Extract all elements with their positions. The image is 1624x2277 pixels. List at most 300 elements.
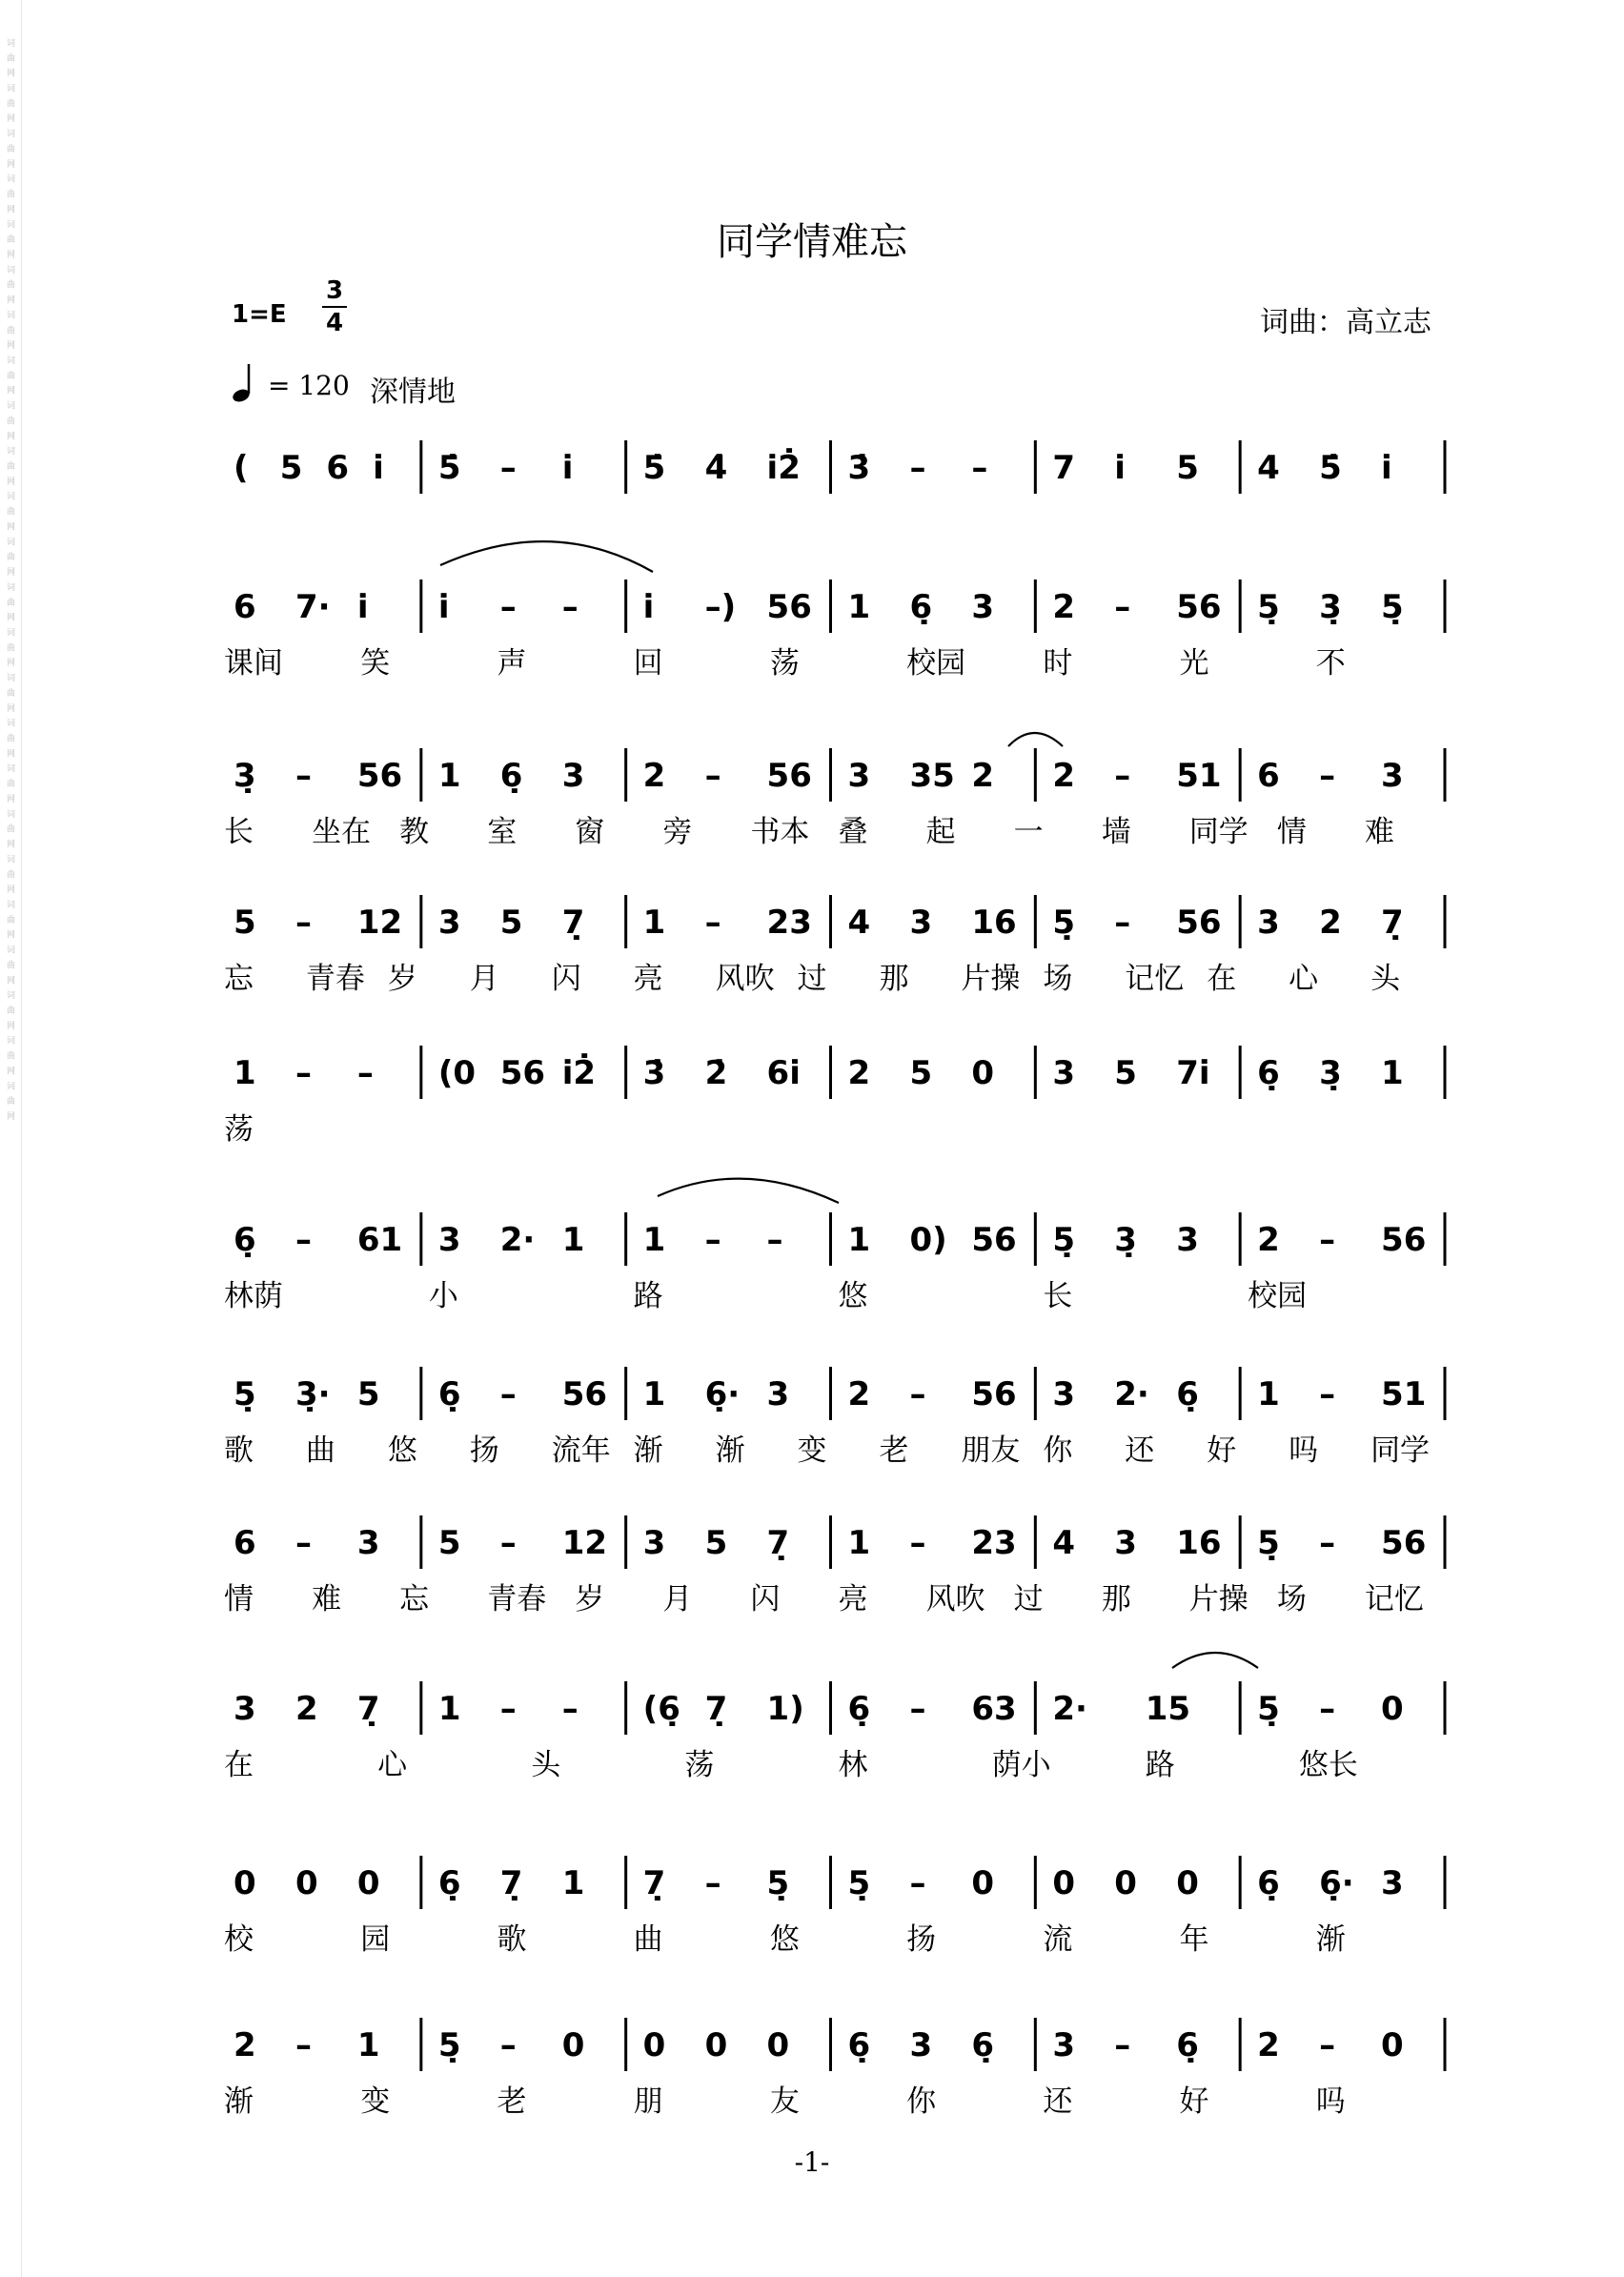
note: 7̣ xyxy=(642,1864,666,1902)
note: 56 xyxy=(1381,1524,1427,1562)
lyric: 悠 xyxy=(769,1922,800,1957)
note: 7̣ xyxy=(499,1864,523,1902)
note: 56 xyxy=(356,757,403,795)
note: 4̇ xyxy=(704,449,728,487)
note: 3 xyxy=(909,2026,933,2064)
lyric: 岁 xyxy=(387,962,417,996)
note: – xyxy=(499,1375,517,1413)
note: 3 xyxy=(1052,1054,1076,1092)
note: 3̇ xyxy=(847,449,871,487)
note: 0 xyxy=(561,2026,585,2064)
note: 3 xyxy=(909,904,933,942)
lyric: 不 xyxy=(1315,646,1346,681)
note: 3̇ xyxy=(642,1054,666,1092)
note: 56 xyxy=(561,1375,608,1413)
note: 5̇ xyxy=(1319,449,1342,487)
note: 5̣ xyxy=(1052,904,1076,942)
lyric: 曲 xyxy=(305,1433,335,1468)
lyric: 在 xyxy=(224,1748,254,1782)
note: 2 xyxy=(294,1690,318,1728)
note: 5 xyxy=(356,1375,380,1413)
note: – xyxy=(1114,904,1131,942)
note: 6 xyxy=(233,588,256,626)
lyric: 流 xyxy=(1043,1922,1073,1957)
note: i̇ xyxy=(1381,449,1392,487)
note: – xyxy=(1319,1221,1336,1259)
lyric: 园 xyxy=(360,1922,391,1957)
note: 1 xyxy=(356,2026,380,2064)
lyric: 流年 xyxy=(551,1433,611,1468)
note: 1 xyxy=(233,1054,256,1092)
lyric: 头 xyxy=(531,1748,561,1782)
lyric: 你 xyxy=(906,2084,937,2119)
lyric: 场 xyxy=(1043,962,1073,996)
note: 1 xyxy=(847,1524,871,1562)
lyric: 老 xyxy=(879,1433,909,1468)
note: 0 xyxy=(233,1864,256,1902)
note: 6̣ xyxy=(1176,1375,1199,1413)
note: 2 xyxy=(1052,757,1076,795)
note: 7̣ xyxy=(356,1690,380,1728)
note: 7i̇ xyxy=(1176,1054,1210,1092)
lyric: 还 xyxy=(1043,2084,1073,2119)
note: – xyxy=(766,1221,783,1259)
lyric: 林 xyxy=(838,1748,868,1782)
note: – xyxy=(909,449,926,487)
note: 2· xyxy=(1114,1375,1149,1413)
lyric: 课间 xyxy=(224,646,283,681)
lyric: 过 xyxy=(797,962,827,996)
lyric: 渐 xyxy=(224,2084,254,2119)
score-row xyxy=(224,2018,1445,2119)
note: 7̣ xyxy=(704,1690,728,1728)
lyric: 片操 xyxy=(961,962,1021,996)
lyric: 心 xyxy=(377,1748,408,1782)
lyric: 林荫 xyxy=(224,1279,283,1313)
lyric: 悠 xyxy=(387,1433,417,1468)
note: – xyxy=(909,1375,926,1413)
note: 2̇ xyxy=(704,1054,728,1092)
lyric: 朋 xyxy=(633,2084,663,2119)
note: 6̣ xyxy=(233,1221,256,1259)
note: 0 xyxy=(294,1864,318,1902)
note: 5 xyxy=(279,449,303,487)
score-row xyxy=(224,1046,1445,1147)
note: 3 xyxy=(1052,2026,1076,2064)
note: 0) xyxy=(909,1221,947,1259)
note: 2 xyxy=(642,757,666,795)
note: – xyxy=(1319,1690,1336,1728)
note: – xyxy=(499,588,517,626)
note: – xyxy=(909,1690,926,1728)
score-row xyxy=(224,1515,1445,1616)
note: 35 xyxy=(909,757,955,795)
note: 5̇ xyxy=(437,449,461,487)
note: – xyxy=(499,449,517,487)
lyric: 渐 xyxy=(715,1433,745,1468)
note: – xyxy=(1114,757,1131,795)
lyric: 场 xyxy=(1276,1582,1307,1616)
lyric: 风吹 xyxy=(715,962,775,996)
note: 0 xyxy=(704,2026,728,2064)
lyric: 光 xyxy=(1179,646,1209,681)
note: (0 xyxy=(437,1054,477,1092)
lyric: 曲 xyxy=(633,1922,663,1957)
note: 56 xyxy=(1176,904,1222,942)
note: 5̣ xyxy=(847,1864,871,1902)
note: 3 xyxy=(437,1221,461,1259)
note: 56 xyxy=(1176,588,1222,626)
note: 56 xyxy=(766,588,812,626)
lyric: 校园 xyxy=(906,646,966,681)
note: 3̣· xyxy=(294,1375,331,1413)
lyric: 头 xyxy=(1370,962,1401,996)
note: 1 xyxy=(642,1375,666,1413)
note: 3 xyxy=(1257,904,1280,942)
lyric: 同学 xyxy=(1370,1433,1431,1468)
lyric: 荡 xyxy=(684,1748,715,1782)
lyric: 渐 xyxy=(633,1433,663,1468)
score-row xyxy=(224,748,1445,849)
lyric: 月 xyxy=(469,962,499,996)
note: 5 xyxy=(499,904,523,942)
note: 0 xyxy=(1381,1690,1404,1728)
note: – xyxy=(294,1524,312,1562)
note: 5̣ xyxy=(1257,1524,1280,1562)
note: 7̣ xyxy=(1381,904,1404,942)
note: 0 xyxy=(1052,1864,1076,1902)
note: 3̣ xyxy=(1114,1221,1137,1259)
lyric: 心 xyxy=(1289,962,1319,996)
lyric: 歌 xyxy=(497,1922,527,1957)
note: 3 xyxy=(847,757,871,795)
note: 16 xyxy=(971,904,1017,942)
note: 16 xyxy=(1176,1524,1222,1562)
note: 5̣ xyxy=(1257,588,1280,626)
note: 23 xyxy=(971,1524,1017,1562)
note: 63 xyxy=(971,1690,1017,1728)
lyric: 吗 xyxy=(1289,1433,1319,1468)
note: 2 xyxy=(233,2026,256,2064)
note: –) xyxy=(704,588,737,626)
note: 5 xyxy=(233,904,256,942)
note: 5̣ xyxy=(766,1864,790,1902)
note: 5 xyxy=(437,1524,461,1562)
note: 1 xyxy=(642,904,666,942)
note: – xyxy=(356,1054,374,1092)
note: 6̣· xyxy=(1319,1864,1354,1902)
lyric: 在 xyxy=(1207,962,1237,996)
note: 1) xyxy=(766,1690,804,1728)
note: 6̣ xyxy=(847,1690,871,1728)
note: 2 xyxy=(847,1375,871,1413)
note: 5 xyxy=(1176,449,1199,487)
note: 3 xyxy=(971,588,995,626)
note: i̇ xyxy=(1114,449,1126,487)
lyric: 岁 xyxy=(575,1582,605,1616)
lyric: 长 xyxy=(1043,1279,1073,1313)
note: 3 xyxy=(642,1524,666,1562)
lyric: 过 xyxy=(1013,1582,1044,1616)
note: – xyxy=(1319,757,1336,795)
lyric: 悠 xyxy=(838,1279,868,1313)
note: 7 xyxy=(1052,449,1076,487)
note: – xyxy=(909,1864,926,1902)
lyric: 朋友 xyxy=(961,1433,1021,1468)
note: – xyxy=(294,1054,312,1092)
note: 6̣ xyxy=(909,588,933,626)
note: i̇ xyxy=(437,588,450,626)
note: 4 xyxy=(1052,1524,1076,1562)
note: 6̣ xyxy=(1257,1054,1280,1092)
lyric: 同学 xyxy=(1188,815,1248,849)
note: – xyxy=(704,757,721,795)
note: 3 xyxy=(1052,1375,1076,1413)
note: – xyxy=(294,904,312,942)
lyric: 友 xyxy=(769,2084,800,2119)
note: 5̣ xyxy=(1257,1690,1280,1728)
lyric: 路 xyxy=(1145,1748,1175,1782)
lyric: 墙 xyxy=(1101,815,1131,849)
lyric: 声 xyxy=(497,646,527,681)
lyric: 校园 xyxy=(1248,1279,1308,1313)
page-number: -1- xyxy=(794,2146,830,2178)
note: 4 xyxy=(1257,449,1280,487)
note: 6 xyxy=(326,449,350,487)
note: 56 xyxy=(499,1054,546,1092)
note: i̇ xyxy=(561,449,574,487)
note: i̇ xyxy=(356,588,369,626)
note: 4 xyxy=(847,904,871,942)
note: – xyxy=(561,588,579,626)
note: – xyxy=(704,904,721,942)
note: 5̣ xyxy=(1381,588,1404,626)
note: – xyxy=(1319,1375,1336,1413)
lyric: 起 xyxy=(925,815,956,849)
note: 3 xyxy=(437,904,461,942)
note: 1 xyxy=(642,1221,666,1259)
note: – xyxy=(499,1524,517,1562)
lyric: 书本 xyxy=(750,815,810,849)
note: – xyxy=(971,449,988,487)
note: – xyxy=(704,1864,721,1902)
note: 3 xyxy=(356,1524,380,1562)
score-row xyxy=(224,1856,1445,1957)
note: 1 xyxy=(437,757,461,795)
note: – xyxy=(1114,588,1131,626)
lyric: 闪 xyxy=(750,1582,781,1616)
lyric: 荡 xyxy=(224,1112,254,1147)
score-row xyxy=(224,895,1445,996)
note: 5 xyxy=(704,1524,728,1562)
note: 0 xyxy=(1114,1864,1137,1902)
lyric: 情 xyxy=(1276,815,1307,849)
note: 0 xyxy=(766,2026,790,2064)
note: 56 xyxy=(1381,1221,1427,1259)
note: ( xyxy=(233,449,249,487)
note: 7̣ xyxy=(766,1524,790,1562)
lyric: 好 xyxy=(1207,1433,1237,1468)
note: 5̣ xyxy=(233,1375,256,1413)
lyric: 青春 xyxy=(487,1582,547,1616)
note: – xyxy=(1114,2026,1131,2064)
lyric: 亮 xyxy=(633,962,663,996)
note: 2 xyxy=(1257,1221,1280,1259)
note: 1 xyxy=(1381,1054,1404,1092)
note: 2 xyxy=(971,757,995,795)
note: 3 xyxy=(1114,1524,1137,1562)
lyric: 叠 xyxy=(838,815,868,849)
lyric: 还 xyxy=(1125,1433,1155,1468)
note: 6̣ xyxy=(499,757,523,795)
key-signature: 1=E xyxy=(232,300,287,329)
lyric: 时 xyxy=(1043,646,1073,681)
lyric: 你 xyxy=(1043,1433,1073,1468)
note: (6̣ xyxy=(642,1690,680,1728)
note: 6̣ xyxy=(1257,1864,1280,1902)
lyric: 室 xyxy=(487,815,518,849)
lyric: 风吹 xyxy=(925,1582,985,1616)
note: – xyxy=(499,1690,517,1728)
score-row xyxy=(233,440,1445,494)
note: 51 xyxy=(1176,757,1222,795)
lyric: 青春 xyxy=(305,962,365,996)
lyric: 情 xyxy=(224,1582,254,1616)
note: 2 xyxy=(1319,904,1342,942)
note: 3 xyxy=(1381,1864,1404,1902)
note: – xyxy=(909,1524,926,1562)
note: 2 xyxy=(1052,588,1076,626)
note: 6̣ xyxy=(847,2026,871,2064)
note: 12 xyxy=(561,1524,608,1562)
note: 6̣· xyxy=(704,1375,741,1413)
lyric: 荡 xyxy=(769,646,800,681)
score-row xyxy=(224,1681,1445,1782)
lyric: 坐在 xyxy=(312,815,372,849)
lyric: 片操 xyxy=(1188,1582,1248,1616)
score-row xyxy=(224,579,1445,681)
tie-slur xyxy=(440,541,653,572)
note: 0 xyxy=(971,1054,995,1092)
lyric: 变 xyxy=(797,1433,827,1468)
time-signature-top: 3 xyxy=(325,276,344,305)
note: 3̣ xyxy=(1319,588,1342,626)
note: 56 xyxy=(766,757,812,795)
lyric: 小 xyxy=(428,1279,458,1313)
lyric: 扬 xyxy=(469,1433,499,1468)
lyric: 荫小 xyxy=(991,1748,1051,1782)
lyric: 窗 xyxy=(575,815,605,849)
note: 1 xyxy=(1257,1375,1280,1413)
tempo-value: = 120 xyxy=(268,370,350,401)
note: 5̣ xyxy=(1052,1221,1076,1259)
note: 6 xyxy=(1257,757,1280,795)
note: 3 xyxy=(1176,1221,1199,1259)
note: – xyxy=(294,757,312,795)
note: 56 xyxy=(971,1221,1017,1259)
note: 7· xyxy=(294,588,331,626)
note: 1 xyxy=(847,588,871,626)
lyric: 吗 xyxy=(1315,2084,1346,2119)
note: 3̣ xyxy=(1319,1054,1342,1092)
note: 5̇ xyxy=(642,449,666,487)
note: 3 xyxy=(561,757,585,795)
lyric: 好 xyxy=(1179,2084,1209,2119)
lyric: 记忆 xyxy=(1125,962,1185,996)
lyric: 一 xyxy=(1013,815,1044,849)
lyric: 教 xyxy=(399,815,430,849)
note: 1 xyxy=(847,1221,871,1259)
note: 2· xyxy=(1052,1690,1087,1728)
note: 5 xyxy=(1114,1054,1137,1092)
song-title: 同学情难忘 xyxy=(717,220,907,264)
side-watermark: 词 曲 网 词 曲 网 词 曲 网 词 曲 网 词 曲 网 词 曲 网 词 曲 网 词 曲 网 词 曲 网 词 曲 网 词 曲 网 词 曲 网 词 曲 网 词 曲 网 词 曲 网 词 曲 网 词 曲 网 词 曲 网 词 曲 网 词 曲 网 词 曲 网 词 曲 网 词 曲 网 词 曲 网 xyxy=(5,38,14,1123)
tie-slur xyxy=(1172,1653,1258,1668)
note: 1 xyxy=(561,1864,585,1902)
note: 3 xyxy=(1381,757,1404,795)
note: 3̣ xyxy=(233,757,256,795)
note: 6 xyxy=(233,1524,256,1562)
score-row xyxy=(224,1212,1445,1313)
note: – xyxy=(561,1690,579,1728)
note: 0 xyxy=(1176,1864,1199,1902)
lyric: 校 xyxy=(224,1922,254,1957)
time-signature-bottom: 4 xyxy=(325,309,344,337)
note: 0 xyxy=(356,1864,380,1902)
lyric: 悠长 xyxy=(1298,1748,1358,1782)
lyric: 笑 xyxy=(360,646,391,681)
note: 6̣ xyxy=(437,1375,461,1413)
note: 2 xyxy=(847,1054,871,1092)
note: i̇2̇ xyxy=(561,1054,597,1092)
tie-slur xyxy=(1008,733,1063,746)
note: 56 xyxy=(971,1375,1017,1413)
note: 5 xyxy=(909,1054,933,1092)
note: 51 xyxy=(1381,1375,1427,1413)
note: 3 xyxy=(233,1690,256,1728)
note: 61 xyxy=(356,1221,403,1259)
note: i̇ xyxy=(373,449,384,487)
lyric: 变 xyxy=(360,2084,391,2119)
note: 1 xyxy=(437,1690,461,1728)
note: 3 xyxy=(766,1375,790,1413)
note: 0 xyxy=(1381,2026,1404,2064)
lyric: 年 xyxy=(1179,1922,1209,1957)
note: 0 xyxy=(642,2026,666,2064)
lyric: 月 xyxy=(662,1582,693,1616)
note: – xyxy=(499,2026,517,2064)
lyric: 闪 xyxy=(551,962,581,996)
note: 23 xyxy=(766,904,812,942)
lyric: 旁 xyxy=(662,815,693,849)
note: 6̣ xyxy=(437,1864,461,1902)
lyric: 那 xyxy=(879,962,909,996)
lyric: 那 xyxy=(1101,1582,1131,1616)
tie-slur xyxy=(658,1179,839,1203)
note: 6̣ xyxy=(971,2026,995,2064)
lyric: 渐 xyxy=(1315,1922,1346,1957)
lyric: 难 xyxy=(1364,815,1394,849)
note: 1 xyxy=(561,1221,585,1259)
note: 15 xyxy=(1145,1690,1191,1728)
lyric: 回 xyxy=(633,646,663,681)
note: – xyxy=(294,2026,312,2064)
note: – xyxy=(704,1221,721,1259)
note: – xyxy=(294,1221,312,1259)
lyric: 歌 xyxy=(224,1433,254,1468)
note: 7̣ xyxy=(561,904,585,942)
lyric: 路 xyxy=(633,1279,663,1313)
